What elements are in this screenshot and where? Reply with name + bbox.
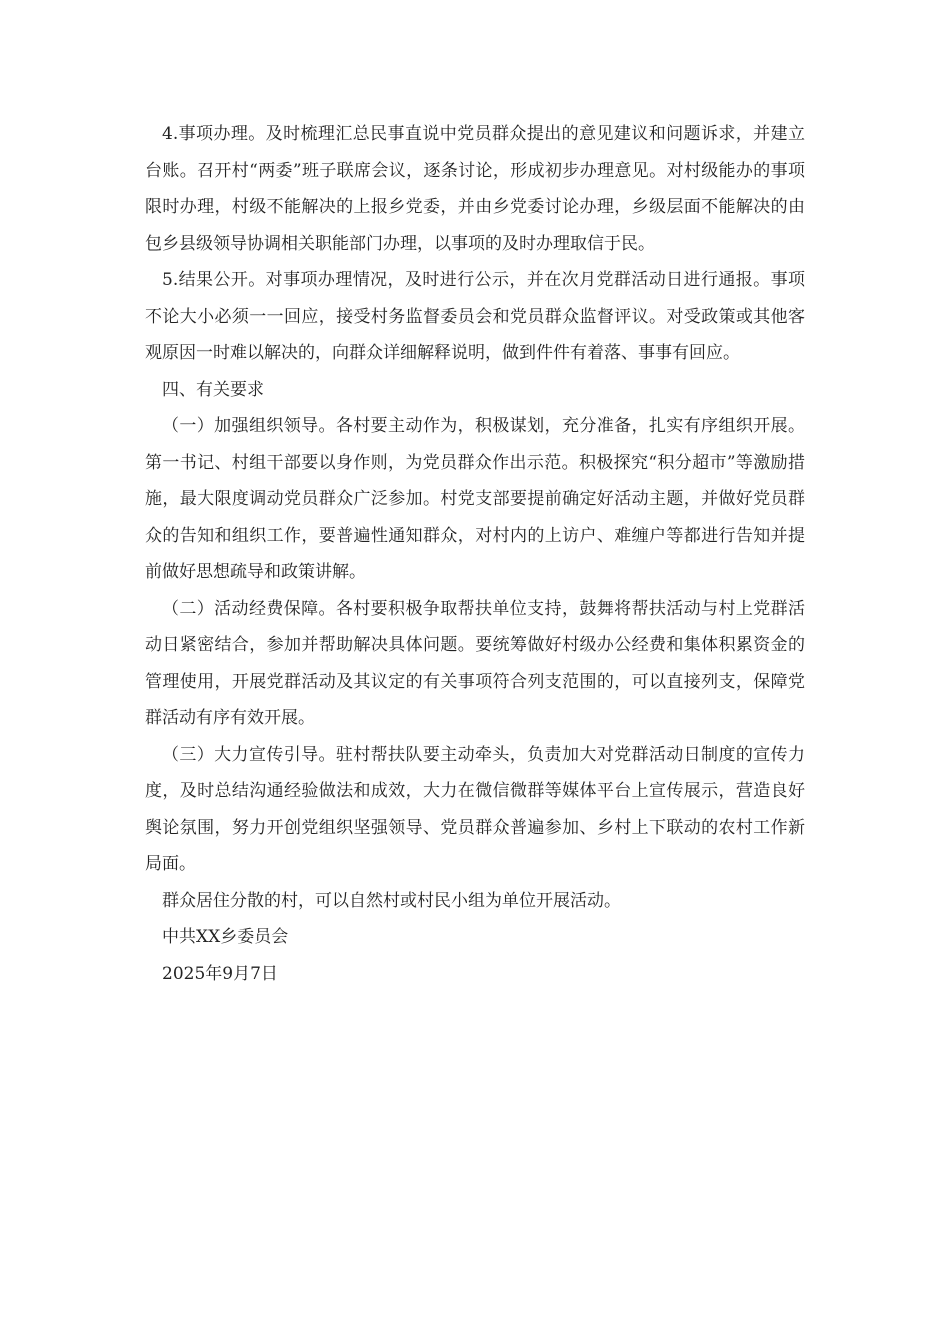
signature: 中共XX乡委员会 bbox=[162, 927, 289, 947]
requirement-2: （二）活动经费保障。各村要积极争取帮扶单位支持，鼓舞将帮扶活动与村上党群活动日紧密结合，参加并帮助解决具体问题。要统筹做好村级办公经费和集体积累资金的管理使用，开展党群活动及其议定的有关事项符合列支范围的，可以直接列支，保障党群活动有序有效开展。 bbox=[145, 598, 805, 728]
section-heading: 四、有关要求 bbox=[162, 379, 264, 400]
date: 2025年9月7日 bbox=[162, 963, 278, 984]
closing-note: 群众居住分散的村，可以自然村或村民小组为单位开展活动。 bbox=[162, 890, 621, 911]
requirement-1: （一）加强组织领导。各村要主动作为，积极谋划，充分准备，扎实有序组织开展。第一书记、村组干部要以身作则，为党员群众作出示范。积极探究“积分超市”等激励措施，最大限度调动党员群众广泛参加。村党支部要提前确定好活动主题，并做好党员群众的告知和组织工作，要普遍性通知群众，对村内的上访户、难缠户等都进行告知并提前做好思想疏导和政策讲解。 bbox=[145, 416, 805, 582]
paragraph-item-5: 5.结果公开。对事项办理情况，及时进行公示，并在次月党群活动日进行通报。事项不论大小必须一一回应，接受村务监督委员会和党员群众监督评议。对受政策或其他客观原因一时难以解决的，向群众详细解释说明，做到件件有着落、事事有回应。 bbox=[145, 270, 805, 363]
paragraph-item-4: 4.事项办理。及时梳理汇总民事直说中党员群众提出的意见建议和问题诉求，并建立台账。召开村“两委”班子联席会议，逐条讨论，形成初步办理意见。对村级能办的事项限时办理，村级不能解决的上报乡党委，并由乡党委讨论办理，乡级层面不能解决的由包乡县级领导协调相关职能部门办理，以事项的及时办理取信于民。 bbox=[145, 124, 805, 254]
requirement-3: （三）大力宣传引导。驻村帮扶队要主动牵头，负责加大对党群活动日制度的宣传力度，及时总结沟通经验做法和成效，大力在微信微群等媒体平台上宣传展示，营造良好舆论氛围，努力开创党组织坚强领导、党员群众普遍参加、乡村上下联动的农村工作新局面。 bbox=[145, 744, 805, 874]
